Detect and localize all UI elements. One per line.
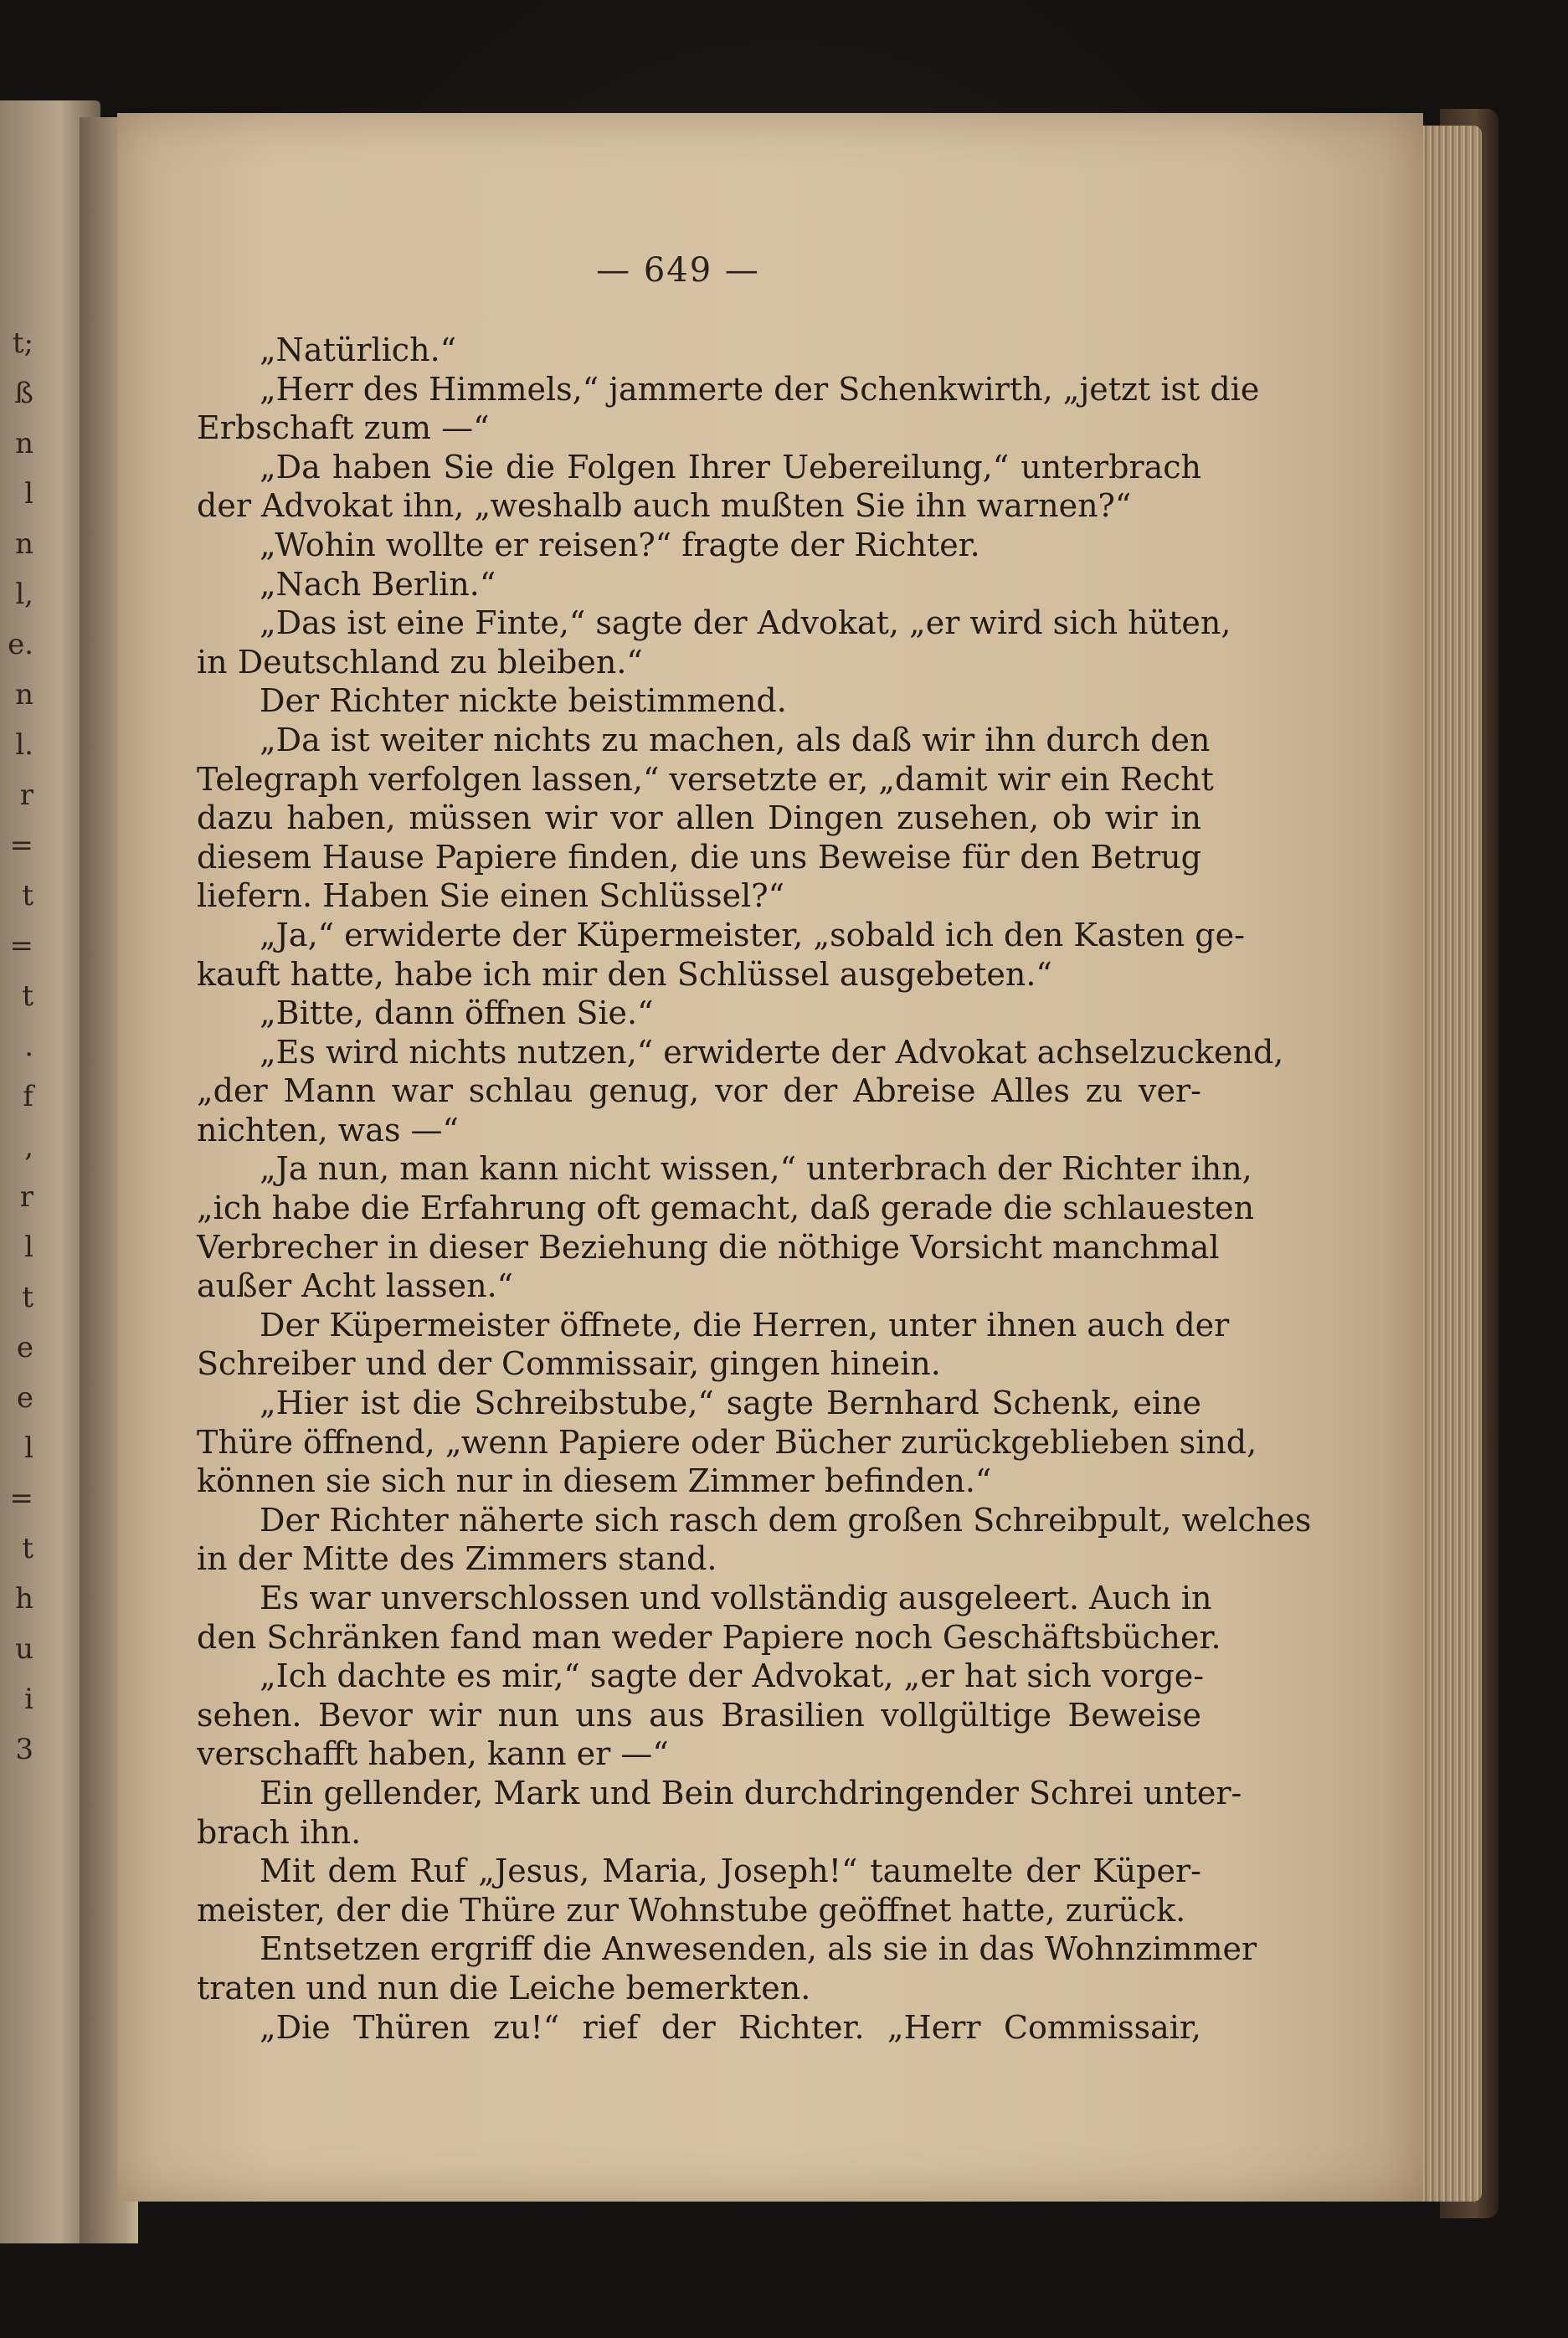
text-line: „Ja nun, man kann nicht wissen,“ unterbrach der Richter ihn, <box>260 1150 1252 1188</box>
facing-page-glyph: t <box>22 1532 33 1565</box>
text-line: „Hier ist die Schreibstube,“ sagte Bernhard Schenk, eine <box>260 1385 1201 1422</box>
facing-page-glyph: = <box>9 929 33 963</box>
text-line: Ein gellender, Mark und Bein durchdringender Schrei unter- <box>260 1774 1242 1811</box>
text-line: Erbschaft zum —“ <box>197 409 490 447</box>
facing-page-glyph: r <box>19 778 33 812</box>
facing-page-glyph: l <box>24 1231 33 1264</box>
text-line: „Da haben Sie die Folgen Ihrer Uebereilung,“ unterbrach <box>260 448 1201 486</box>
page-stack-edge <box>1415 126 1482 2202</box>
facing-page-glyph: n <box>15 527 33 561</box>
text-line: der Advokat ihn, „weshalb auch mußten Sie ihn warnen?“ <box>197 487 1132 525</box>
text-line: „Ich dachte es mir,“ sagte der Advokat, „er hat sich vorge- <box>260 1657 1205 1695</box>
text-line: Schreiber und der Commissair, gingen hinein. <box>197 1345 941 1383</box>
text-line: „der Mann war schlau genug, vor der Abreise Alles zu ver- <box>197 1072 1201 1110</box>
text-line: „Bitte, dann öffnen Sie.“ <box>260 994 654 1032</box>
facing-page-glyph: l <box>24 477 33 511</box>
text-line: Mit dem Ruf „Jesus, Maria, Joseph!“ taumelte der Küper- <box>260 1852 1201 1890</box>
text-line: „Die Thüren zu!“ rief der Richter. „Herr Commissair, <box>260 2008 1201 2046</box>
text-line: Es war unverschlossen und vollständig ausgeleert. Auch in <box>260 1580 1212 1616</box>
text-line: Verbrecher in dieser Beziehung die nöthige Vorsicht manchmal <box>197 1228 1220 1266</box>
facing-page-glyph: t <box>22 979 33 1013</box>
text-line: in Deutschland zu bleiben.“ <box>197 643 643 681</box>
text-line: „Ja,“ erwiderte der Küpermeister, „sobald ich den Kasten ge- <box>260 916 1245 953</box>
facing-page-glyph: t <box>22 1281 33 1314</box>
text-line: dazu haben, müssen wir vor allen Dingen zusehen, ob wir in <box>197 799 1201 837</box>
text-line: nichten, was —“ <box>197 1111 459 1148</box>
facing-page-glyph: i <box>24 1683 33 1716</box>
facing-page-glyph: e. <box>8 628 33 661</box>
text-line: „Natürlich.“ <box>260 331 457 368</box>
text-line: meister, der die Thüre zur Wohnstube geöffnet hatte, zurück. <box>197 1891 1186 1929</box>
text-line: verschafft haben, kann er —“ <box>197 1735 669 1773</box>
text-line: liefern. Haben Sie einen Schlüssel?“ <box>197 877 785 915</box>
text-line: traten und nun die Leiche bemerkten. <box>197 1969 811 2007</box>
facing-page-glyph: l, <box>15 578 33 611</box>
text-line: „Wohin wollte er reisen?“ fragte der Richter. <box>260 526 980 563</box>
text-line: sehen. Bevor wir nun uns aus Brasilien vollgültige Beweise <box>197 1696 1201 1734</box>
facing-page-glyph: = <box>9 1482 33 1515</box>
text-line: können sie sich nur in diesem Zimmer befinden.“ <box>197 1462 992 1500</box>
facing-page-glyph: t; <box>12 326 33 360</box>
text-line: diesem Hause Papiere finden, die uns Beweise für den Betrug <box>197 838 1201 876</box>
text-line: in der Mitte des Zimmers stand. <box>197 1540 717 1578</box>
text-line: außer Acht lassen.“ <box>197 1267 514 1305</box>
text-line: Der Richter näherte sich rasch dem großen Schreibpult, welches <box>260 1501 1312 1539</box>
facing-page-glyph: u <box>15 1632 33 1666</box>
facing-page-glyph: f <box>23 1080 33 1113</box>
text-line: „Das ist eine Finte,“ sagte der Advokat, „er wird sich hüten, <box>260 604 1231 642</box>
text-line: Entsetzen ergriff die Anwesenden, als sie in das Wohnzimmer <box>260 1930 1257 1968</box>
facing-page-glyph: l <box>24 1431 33 1465</box>
facing-page-glyph: n <box>15 678 33 712</box>
text-line: Telegraph verfolgen lassen,“ versetzte er, „damit wir ein Recht <box>197 760 1214 798</box>
text-line: Thüre öffnend, „wenn Papiere oder Bücher zurückgeblieben sind, <box>197 1423 1257 1461</box>
text-line: Der Küpermeister öffnete, die Herren, unter ihnen auch der <box>260 1306 1230 1344</box>
facing-page-glyph: l. <box>15 728 33 762</box>
text-line: „Es wird nichts nutzen,“ erwiderte der Advokat achselzuckend, <box>260 1033 1284 1071</box>
facing-page-glyph: = <box>9 829 33 862</box>
text-line: „Da ist weiter nichts zu machen, als daß wir ihn durch den <box>260 721 1211 758</box>
facing-page-glyph: t <box>22 879 33 912</box>
facing-page-glyph: r <box>19 1180 33 1214</box>
facing-page-glyph: n <box>15 427 33 460</box>
facing-page-glyph: 3 <box>15 1733 33 1766</box>
facing-page-glyph: h <box>15 1582 33 1616</box>
text-line: „Herr des Himmels,“ jammerte der Schenkwirth, „jetzt ist die <box>260 370 1260 408</box>
text-line: „Nach Berlin.“ <box>260 565 496 603</box>
text-line: brach ihn. <box>197 1813 362 1851</box>
page-number: — 649 — <box>596 251 760 290</box>
facing-page-glyph: e <box>16 1381 33 1415</box>
facing-page-glyph: , <box>24 1130 33 1164</box>
facing-page-glyph: ß <box>14 377 33 410</box>
facing-page-edge-text <box>0 318 33 1775</box>
text-line: Der Richter nickte beistimmend. <box>260 682 787 720</box>
facing-page-glyph: e <box>16 1331 33 1364</box>
body-text <box>197 331 1312 2047</box>
text-line: kauft hatte, habe ich mir den Schlüssel ausgebeten.“ <box>197 955 1052 993</box>
text-line: „ich habe die Erfahrung oft gemacht, daß gerade die schlauesten <box>197 1190 1255 1227</box>
facing-page-glyph: . <box>24 1030 33 1063</box>
text-line: den Schränken fand man weder Papiere noch Geschäftsbücher. <box>197 1618 1221 1656</box>
